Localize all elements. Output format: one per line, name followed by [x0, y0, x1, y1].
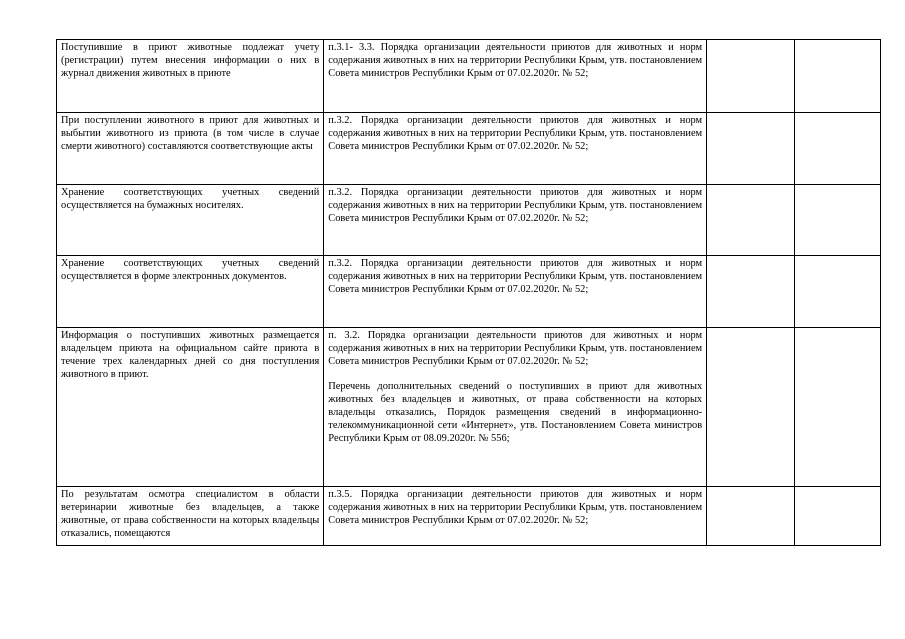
reference-cell — [324, 328, 707, 487]
empty-cell — [794, 185, 880, 256]
empty-cell — [794, 113, 880, 185]
empty-cell — [707, 487, 794, 546]
table-row — [57, 185, 881, 256]
reference-paragraph: п.3.2. Порядка организации деятельности приютов для животных и норм содержания животных в них на территории Республики Крым, утв. постановлением Совета министров Республики Крым от 07.02.2020г. № 52; — [328, 115, 703, 152]
reference-paragraph: п.3.5. Порядка организации деятельности приютов для животных и норм содержания животных в них на территории Республики Крым, утв. постановлением Совета министров Республики Крым от 07.02.2020г. № 52; — [328, 489, 703, 526]
requirement-cell: Хранение соответствующих учетных сведений осуществляется в форме электронных документов. — [57, 256, 324, 328]
table-row — [57, 256, 881, 328]
reference-cell — [324, 185, 707, 256]
requirements-table — [56, 39, 881, 546]
empty-cell — [707, 40, 794, 113]
reference-paragraph: п.3.1- 3.3. Порядка организации деятельности приютов для животных и норм содержания животных в них на территории Республики Крым, утв. постановлением Совета министров Республики Крым от 07.02.2020г. № 52; — [328, 42, 703, 79]
reference-paragraph: Перечень дополнительных сведений о поступивших в приют для животных животных без владельцев и животных, от права собственности на которых владельцы отказались, Порядок размещения сведений в информационно-телекоммуникационной сети «Интернет», утв. Постановлением Совета министров Республики Крым от 08.09.2020г. № 556; — [328, 381, 703, 444]
reference-cell — [324, 487, 707, 546]
empty-cell — [707, 328, 794, 487]
empty-cell — [794, 487, 880, 546]
table-row — [57, 113, 881, 185]
empty-cell — [794, 40, 880, 113]
reference-cell — [324, 256, 707, 328]
requirement-cell: Хранение соответствующих учетных сведений осуществляется на бумажных носителях. — [57, 185, 324, 256]
empty-cell — [707, 256, 794, 328]
reference-paragraph: п.3.2. Порядка организации деятельности приютов для животных и норм содержания животных в них на территории Республики Крым, утв. постановлением Совета министров Республики Крым от 07.02.2020г. № 52; — [328, 258, 703, 295]
empty-cell — [707, 113, 794, 185]
reference-paragraph: п.3.2. Порядка организации деятельности приютов для животных и норм содержания животных в них на территории Республики Крым, утв. постановлением Совета министров Республики Крым от 07.02.2020г. № 52; — [328, 187, 703, 224]
requirement-cell: При поступлении животного в приют для животных и выбытии животного из приюта (в том числе в случае смерти животного) составляются соответствующие акты — [57, 113, 324, 185]
empty-cell — [707, 185, 794, 256]
table-row — [57, 328, 881, 487]
reference-cell — [324, 40, 707, 113]
requirement-cell: Поступившие в приют животные подлежат учету (регистрации) путем внесения информации о них в журнал движения животных в приюте — [57, 40, 324, 113]
requirement-cell: По результатам осмотра специалистом в области ветеринарии животные без владельцев, а также животные, от права собственности на которых владельцы отказались, помещаются — [57, 487, 324, 546]
empty-cell — [794, 256, 880, 328]
table-row — [57, 487, 881, 546]
reference-cell — [324, 113, 707, 185]
reference-paragraph: п. 3.2. Порядка организации деятельности приютов для животных и норм содержания животных в них на территории Республики Крым, утв. постановлением Совета министров Республики Крым от 07.02.2020г. № 52; — [328, 330, 703, 367]
table-row — [57, 40, 881, 113]
empty-cell — [794, 328, 880, 487]
requirement-cell: Информация о поступивших животных размещается владельцем приюта на официальном сайте приюта в течение трех календарных дней со дня поступления животного в приют. — [57, 328, 324, 487]
